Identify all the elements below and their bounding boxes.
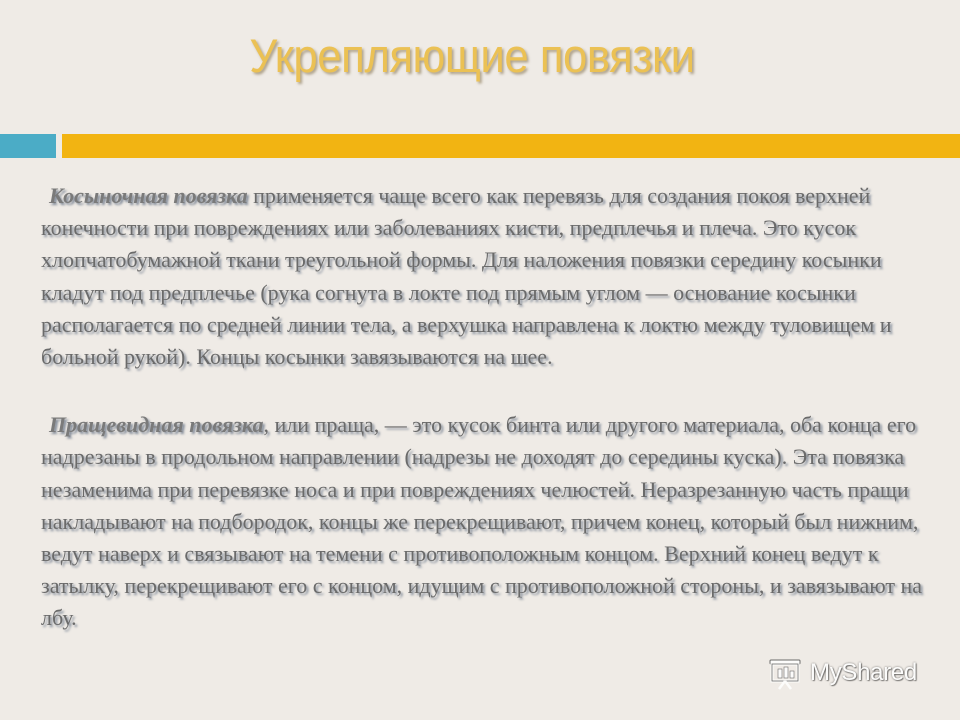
slide-body	[41, 180, 925, 635]
title-rule-blue	[0, 134, 56, 158]
projector-screen-icon	[768, 656, 802, 690]
term-kosynochnaya: Косыночная повязка	[49, 183, 248, 208]
watermark-text: MyShared	[810, 659, 917, 686]
term-prashchevidnaya: Пращевидная повязка	[49, 412, 264, 438]
title-rule-gold	[62, 134, 960, 158]
paragraph-text: применяется чаще всего как перевязь для создания покоя верхней конечности при повреждениях или заболеваниях кисти, предплечья и плеча. Это кусок хлопчатобумажной ткани треугольной формы. Для наложения повязки середину косынки кладут под предплечье (рука согнута в локте под прямым углом — основание косынки располагается по средней линии тела, а верхушка направлена к локтю между туловищем и больной рукой). Концы косынки завязываются на шее.	[41, 183, 892, 370]
paragraph-text: , или праща, — это кусок бинта или другого материала, оба конца его надрезаны в продольном направлении (надрезы не доходят до середины куска). Эта повязка незаменима при перевязке носа и при повреждениях челюстей. Неразрезанную часть пращи накладывают на подбородок, концы же перекрещивают, причем конец, который был нижним, ведут наверх и связывают на темени с противоположным концом. Верхний конец ведут к затылку, перекрещивают его с концом, идущим с противоположной стороны, и завязывают на лбу.	[41, 412, 923, 631]
paragraph-kosynochnaya	[41, 180, 925, 373]
slide-title: Укрепляющие повязки	[249, 29, 695, 82]
paragraph-prashchevidnaya	[41, 409, 925, 634]
watermark-logo	[768, 655, 917, 691]
